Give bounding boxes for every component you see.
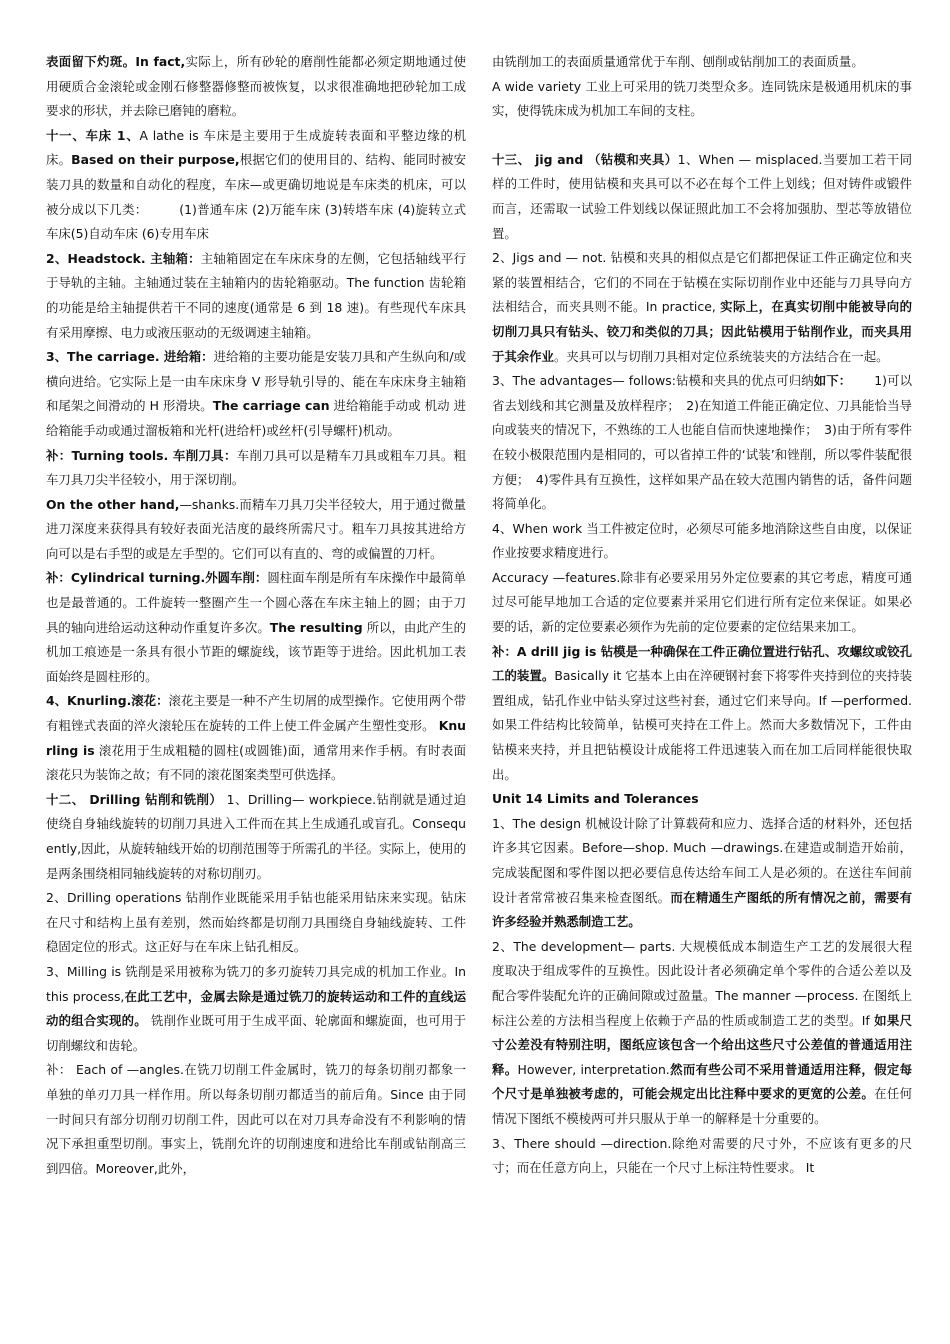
text-run: 进给箱能手动或 机动 进给箱能手动或通过溜板箱和光杆(进给杆)或丝杆(引导螺杆)机动。	[46, 398, 466, 438]
text-run: 由铣削加工的表面质量通常优于车削、刨削或钻削加工的表面质量。	[492, 54, 864, 69]
text-run: 。夹具可以与切削刀具相对定位系统装夹的方法结合在一起。	[553, 348, 889, 364]
text-run: 在任何情况下图纸不模棱两可并只服从于单一的解释是十分重要的。	[492, 1086, 913, 1126]
text-run: 1)可以省去划线和其它测量及放样程序； 2)在知道工件能正确定位、刀具能恰当导向或装夹的情况下，不熟练的工人也能自信而快速地操作； 3)由于所有零件在较小极限范围内是相同的，可以省掉工件的‘试装’和锉削，所以零件装配很方便； 4)零件具有互换性，这样如果产品在较大范围内销售的话，备件问题将简单化。	[492, 373, 912, 512]
text-run: However, interpretation.	[517, 1061, 670, 1077]
text-run: 2、Drilling operations 钻削作业既能采用手钻也能采用钻床来实现。钻床在尺寸和结构上虽有差别，然而始终都是切削刀具围绕自身轴线旋转、工件稳固定位的形式。这正好与在车床上钻孔相反。	[46, 890, 466, 955]
text-run: 2、The development— parts. 大规模低成本制造生产工艺的发展很大程度取决于组成零件的互换性。因此设计者必须确定单个零件的合适公差以及配合零件装配允许的正确间隙或过盈量。The manner —process. 在图纸上标注公差的方法相当程度上依赖于产品的性质或制造工艺的类型。If	[492, 938, 912, 1028]
text-run: 滚花用于生成粗糙的圆柱(或圆锥)面，通常用来作手柄。有时表面滚花只为装饰之故；有不同的滚花图案类型可供选择。	[46, 742, 466, 783]
paragraph-l10	[46, 886, 466, 960]
text-run: 所以，由此产生的机加工痕迹是一条具有很小节距的螺旋线，该节距等于进给。因此机加工表面始终是圆柱形的。	[46, 619, 466, 684]
paragraph-l12	[46, 1058, 466, 1181]
bold-text-run: 而在精通生产图纸的所有情况之前，需要有许多经验并熟悉制造工艺。	[492, 889, 913, 930]
text-run: 4、When work 当工件被定位时，必须尽可能多地消除这些自由度，以保证作业按要求精度进行。	[492, 520, 912, 561]
bold-text-run: 3、The carriage. 进给箱：	[46, 349, 214, 365]
bold-text-run: 4、Knurling.滚花：	[46, 693, 169, 709]
bold-text-run: Knurling is	[46, 718, 466, 758]
paragraph-l2	[46, 124, 466, 247]
bold-text-run: 如下：	[813, 373, 846, 389]
text-run: Basically it 它基本上由在淬硬钢衬套下将零件夹持到位的夹持装置组成，钻孔作业中钻头穿过这些衬套，通过它们来导向。If —performed.如果工件结构比较简单，钻模可夹持在工件上。然而大多数情况下，工件由钻模来夹持，并且把钻模设计成能将工件迅速装入而在加工后同样能很快取出。	[492, 668, 912, 782]
paragraph-r11	[492, 935, 912, 1132]
paragraph-r9	[492, 787, 912, 812]
paragraph-r4	[492, 246, 912, 369]
text-run: 1、The design 机械设计除了计算载荷和应力、选择合适的材料外，还包括许多其它因素。Before—shop. Much —drawings.在建造或制造开始前，完成装配图和零件图以把必要信息传达给车间工人是必须的。在送往车间前设计者常常被召集来检查图纸。	[492, 815, 912, 905]
paragraph-l6	[46, 493, 466, 567]
text-run: 1、When — misplaced.当要加工若干同样的工件时，使用钻模和夹具可以不必在每个工件上划线；但对铸件或锻件而言，还需取一试验工件划线以保证照此加工不会将加强肋、型芯等放错位置。	[492, 151, 913, 241]
text-run: 2、Jigs and — not. 钻模和夹具的相似点是它们都把保证工件正确定位和夹紧的装置相结合，它们的不同在于钻模在实际切削作业中还能与刀具导向方法相结合，而夹具则不能。In practice,	[492, 250, 912, 315]
paragraph-r2	[492, 75, 912, 124]
text-run: 补： Each of —angles.在铣刀切削工件金属时，铣刀的每条切削刃都象一单独的单刃刀具一样作用。所以每条切削刃都适当的前后角。Since 由于同一时间只有部分切削刃切削工件，因此可以在对刀具寿命没有不利影响的情况下承担重型切削。事实上，铣削允许的切削速度和进给比车削或钻削高三到四倍。Moreover,此外，	[46, 1062, 466, 1176]
text-run: Accuracy —features.除非有必要采用另外定位要素的其它考虑，精度可通过尽可能早地加工合适的定位要素并采用它们进行所有定位来保证。如果必要的话，新的定位要素必须作为先前的定位要素的定位结果来加工。	[492, 569, 912, 635]
paragraph-r6	[492, 517, 912, 566]
bold-text-run: The resulting	[269, 619, 363, 635]
paragraph-l3	[46, 247, 466, 345]
bold-text-run: 十一、车床 1、	[46, 127, 140, 143]
bold-text-run: 2、Headstock. 主轴箱：	[46, 250, 201, 266]
text-run: 实际上，所有砂轮的磨削性能都必须定期地通过使用硬质合金滚轮或金刚石修整器修整而被恢复，以求很准确地把砂轮加工成要求的形状，并去除已磨钝的磨粒。	[46, 54, 467, 119]
bold-text-run: 表面留下灼斑。In fact,	[46, 54, 186, 69]
left-column	[46, 50, 466, 1181]
paragraph-r3	[492, 148, 912, 246]
paragraph-l9	[46, 788, 466, 886]
paragraph-r12	[492, 1132, 912, 1181]
bold-text-run: 然而有些公司不采用普通适用注释，假定每个尺寸是单独被考虑的，可能会规定出比注释中要求的更宽的公差。	[492, 1061, 912, 1102]
bold-text-run: 补：A drill jig is 钻模是一种确保在工件正确位置进行钻孔、攻螺纹或铰孔工的装置。	[492, 643, 912, 684]
paragraph-l11	[46, 960, 466, 1058]
text-run: 滚花主要是一种不产生切屑的成型操作。它使用两个带有粗锉式表面的淬火滚轮压在旋转的工件上使工件金属产生塑性变形。	[46, 693, 466, 734]
text-run: A lathe is 车床是主要用于生成旋转表面和平整边缘的机床。	[46, 127, 467, 168]
text-run: —shanks.而精车刀具刀尖半径较大，用于通过微量进刀深度来获得具有较好表面光洁度的最终所需尺寸。粗车刀具按其进给方向可以是右手型的或是左手型的。它们可以有直的、弯的或偏置的刀杆。	[46, 496, 467, 561]
bold-text-run: 在此工艺中，金属去除是通过铣刀的旋转运动和工件的直线运动的组合实现的。	[46, 988, 467, 1029]
paragraph-l5	[46, 444, 466, 493]
paragraph-r5	[492, 369, 912, 517]
bold-text-run: 补：Cylindrical turning.外圆车削：	[46, 570, 268, 586]
bold-text-run: 补：Turning tools. 车削刀具：	[46, 447, 237, 463]
bold-text-run: The carriage can	[212, 398, 330, 414]
text-run: 圆柱面车削是所有车床操作中最简单也是最普通的。工件旋转一整圈产生一个圆心落在车床主轴上的圆；由于刀具的轴向进给运动这种动作重复许多次。	[46, 570, 467, 635]
text-run: A wide variety 工业上可采用的铣刀类型众多。连同铣床是极通用机床的事实，使得铣床成为机加工车间的支柱。	[492, 78, 912, 119]
paragraph-l7	[46, 566, 466, 689]
paragraph-r10	[492, 812, 912, 935]
text-run: 根据它们的使用目的、结构、能同时被安装刀具的数量和自动化的程度，车床—或更确切地说是车床类的机床，可以被分成以下几类： (1)普通车床 (2)万能车床 (3)转塔车床 (4)旋转立式车床(5)自动车床 (6)专用车床	[46, 152, 467, 242]
text-run: 1、Drilling— workpiece.钻削就是通过迫使绕自身轴线旋转的切削刀具进入工件而在其上生成通孔或盲孔。Consequently,因此，从旋转轴线开始的切削范围等于所需孔的半径。实际上，使用的是两条围绕相同轴线旋转的对称切削刃。	[46, 791, 466, 881]
bold-text-run: 如果尺寸公差没有特别注明，图纸应该包含一个给出这些尺寸公差值的普通适用注释。	[492, 1012, 912, 1077]
paragraph-r7	[492, 566, 912, 640]
bold-text-run: 十三、 jig and （钻模和夹具）	[492, 151, 678, 167]
bold-text-run: Unit 14 Limits and Tolerances	[492, 791, 699, 807]
text-run: 3、Milling is 铣削是采用被称为铣刀的多刃旋转刀具完成的机加工作业。In this process,	[46, 963, 466, 1004]
paragraph-r1	[492, 50, 912, 75]
paragraph-l1	[46, 50, 466, 124]
paragraph-l8	[46, 689, 466, 787]
paragraph-spacer	[492, 124, 912, 148]
text-run: 主轴箱固定在车床床身的左侧，它包括轴线平行于导轨的主轴。主轴通过装在主轴箱内的齿轮箱驱动。The function 齿轮箱的功能是给主轴提供若干不同的速度(通常是 6 到 18 速)。有些现代车床具有采用摩擦、电力或液压驱动的无级调速主轴箱。	[46, 250, 467, 340]
text-run: 3、The advantages— follows:钻模和夹具的优点可归纳	[492, 373, 814, 389]
bold-text-run: 十二、 Drilling 钻削和铣削）	[46, 791, 223, 807]
paragraph-r8	[492, 640, 912, 788]
right-column	[492, 50, 912, 1181]
bold-text-run: 实际上，在真实切削中能被导向的切削刀具只有钻头、铰刀和类似的刀具；因此钻模用于钻削作业，而夹具用于其余作业	[492, 299, 912, 364]
text-run: 3、There should —direction.除绝对需要的尺寸外，不应该有更多的尺寸；而在任意方向上，只能在一个尺寸上标注特性要求。 It	[492, 1135, 912, 1176]
bold-text-run: On the other hand,	[46, 496, 180, 512]
bold-text-run: Based on their purpose,	[71, 152, 240, 168]
text-run: 进给箱的主要功能是安装刀具和产生纵向和/或横向进给。它实际上是一由车床床身 V 形导轨引导的、能在车床床身主轴箱和尾架之间滑动的 H 形滑块。	[46, 349, 466, 414]
text-run: 车削刀具可以是精车刀具或粗车刀具。粗车刀具刀尖半径较小，用于深切削。	[46, 447, 467, 488]
paragraph-l4	[46, 345, 466, 443]
text-run: 铣削作业既可用于生成平面、轮廓面和螺旋面，也可用于切削螺纹和齿轮。	[46, 1013, 467, 1053]
